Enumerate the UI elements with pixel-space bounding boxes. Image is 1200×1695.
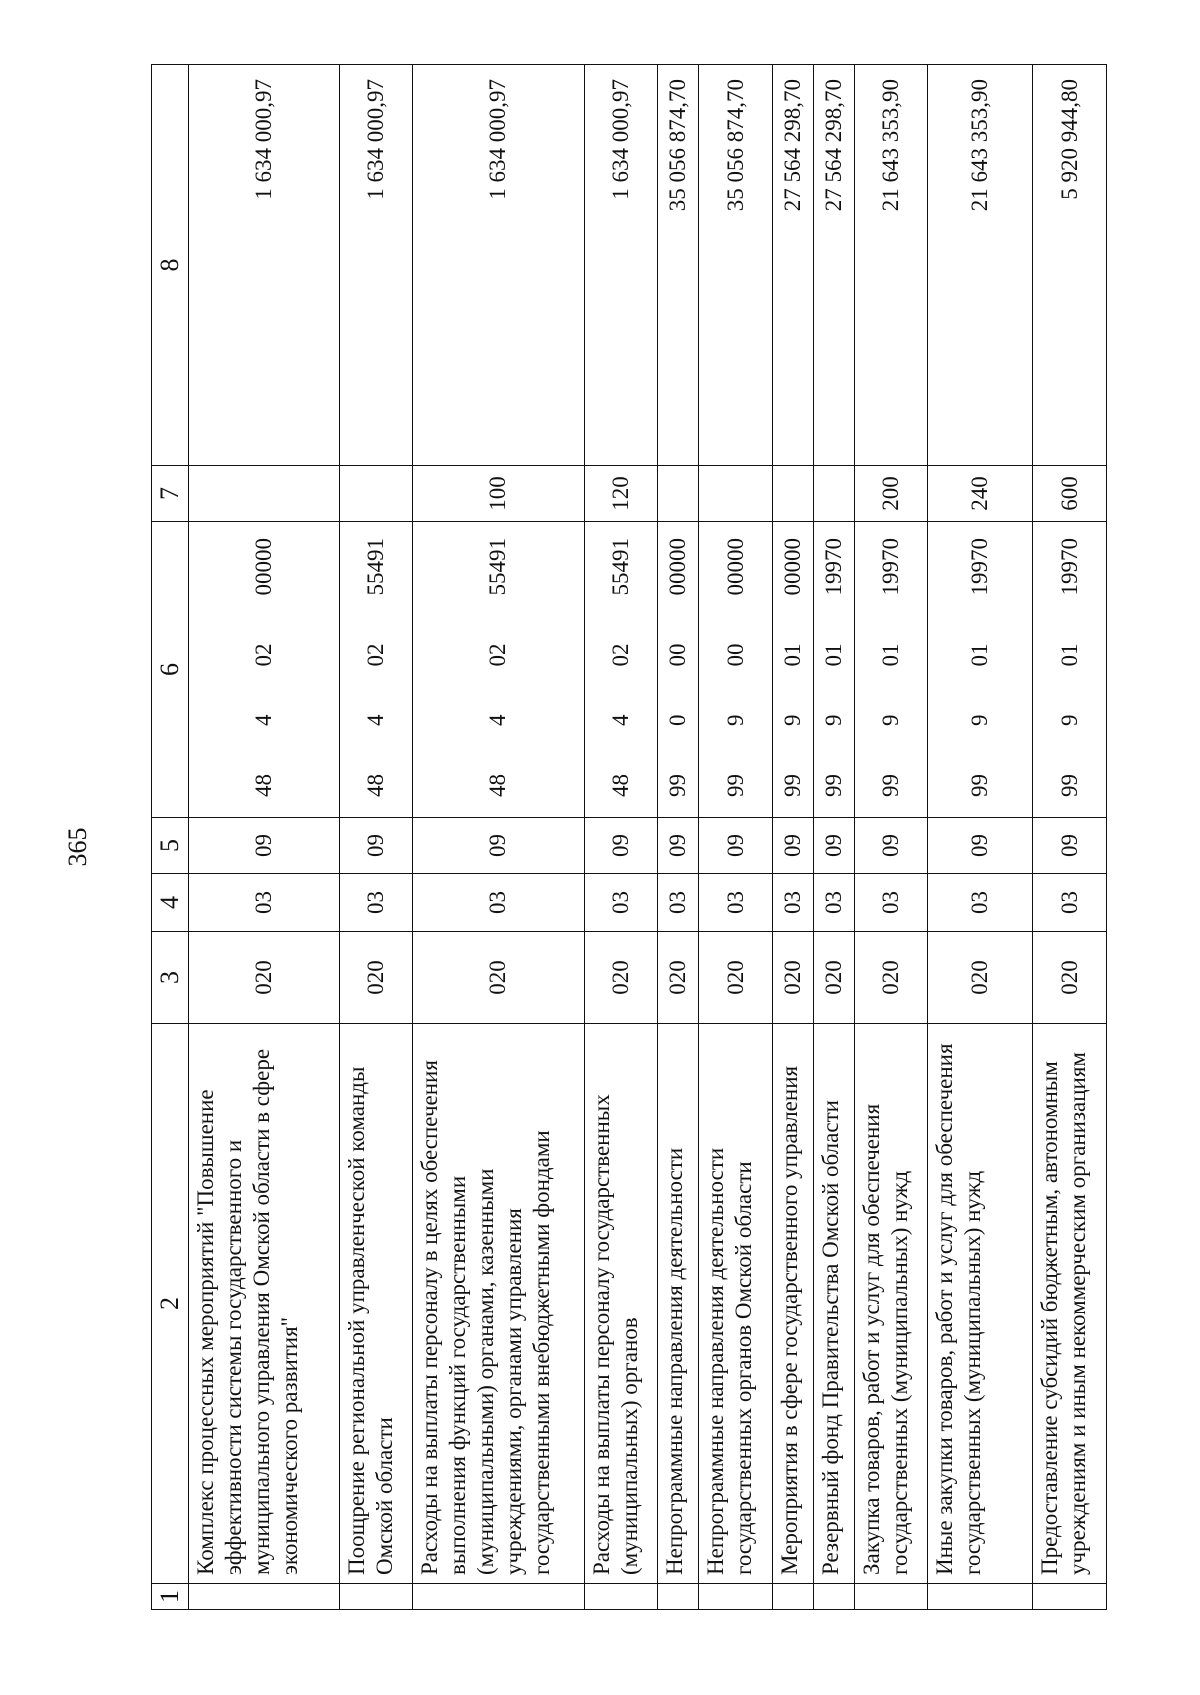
- section-code: 03: [699, 874, 773, 932]
- budget-table: [151, 64, 1107, 1610]
- section-code: 03: [658, 874, 699, 932]
- section-code: 03: [854, 874, 928, 932]
- target-article-segments: [664, 528, 692, 811]
- target-article-code: [854, 522, 928, 818]
- target-article-event: 01: [967, 643, 993, 667]
- target-article-segments: [362, 528, 390, 811]
- target-article-segments: [820, 528, 848, 811]
- amount: 35 056 874,70: [699, 65, 773, 466]
- target-article-direction: 55491: [362, 538, 388, 596]
- target-article-direction: 19970: [878, 538, 903, 596]
- row-num-cell: [699, 1584, 773, 1610]
- amount: 27 564 298,70: [813, 65, 854, 466]
- target-article-subprogram: 9: [1056, 714, 1082, 726]
- expense-type-code: [189, 466, 340, 522]
- target-article-subprogram: 4: [250, 714, 276, 726]
- target-article-event: 01: [820, 643, 846, 667]
- ministry-code: 020: [658, 932, 699, 1024]
- target-article-event: 01: [1056, 643, 1082, 667]
- subsection-code: 09: [339, 818, 413, 874]
- expense-type-code: [813, 466, 854, 522]
- target-article-event: 02: [608, 643, 634, 667]
- ministry-code: 020: [339, 932, 413, 1024]
- target-article-direction: 00000: [722, 538, 748, 596]
- amount: 21 643 353,90: [928, 65, 1033, 466]
- target-article-subprogram: 9: [779, 714, 805, 726]
- table-row: [772, 65, 813, 1610]
- row-description: Иные закупки товаров, работ и услуг для обеспечения государственных (муниципальных) нужд: [928, 1024, 1033, 1584]
- expense-type-code: [699, 466, 773, 522]
- section-code: 03: [928, 874, 1033, 932]
- target-article-event: 00: [722, 643, 748, 667]
- target-article-program: 48: [362, 774, 388, 797]
- col-header-4: 4: [152, 874, 189, 932]
- subsection-code: 09: [813, 818, 854, 874]
- rotated-table-container: [151, 65, 1107, 1610]
- amount: 35 056 874,70: [658, 65, 699, 466]
- amount: 21 643 353,90: [854, 65, 928, 466]
- row-num-cell: [189, 1584, 340, 1610]
- subsection-code: 09: [658, 818, 699, 874]
- target-article-event: 02: [362, 643, 388, 667]
- ministry-code: 020: [854, 932, 928, 1024]
- target-article-direction: 19970: [820, 538, 846, 596]
- target-article-code: [772, 522, 813, 818]
- section-code: 03: [1033, 874, 1107, 932]
- col-header-1: 1: [152, 1584, 189, 1610]
- target-article-program: 99: [779, 774, 805, 797]
- expense-type-code: 240: [928, 466, 1033, 522]
- table-row: [928, 65, 1033, 1610]
- expense-type-code: [339, 466, 413, 522]
- row-num-cell: [854, 1584, 928, 1610]
- table-row: [658, 65, 699, 1610]
- row-description: Поощрение региональной управленческой команды Омской области: [339, 1024, 413, 1584]
- row-description: Резервный фонд Правительства Омской области: [813, 1024, 854, 1584]
- ministry-code: 020: [1033, 932, 1107, 1024]
- row-description: Комплекс процессных мероприятий "Повышение эффективности системы государственного и муниципального управления Омской области в сфере экономического развития": [189, 1024, 340, 1584]
- amount: 27 564 298,70: [772, 65, 813, 466]
- ministry-code: 020: [772, 932, 813, 1024]
- target-article-subprogram: 9: [878, 714, 903, 726]
- row-num-cell: [813, 1584, 854, 1610]
- target-article-code: [189, 522, 340, 818]
- section-code: 03: [413, 874, 585, 932]
- target-article-program: 48: [250, 774, 276, 797]
- amount: 1 634 000,97: [339, 65, 413, 466]
- target-article-program: 48: [608, 774, 634, 797]
- target-article-segments: [722, 528, 750, 811]
- target-article-program: 99: [722, 774, 748, 797]
- target-article-program: 99: [820, 774, 846, 797]
- target-article-segments: [250, 528, 278, 811]
- subsection-code: 09: [854, 818, 928, 874]
- amount: 1 634 000,97: [413, 65, 585, 466]
- row-num-cell: [658, 1584, 699, 1610]
- row-num-cell: [339, 1584, 413, 1610]
- section-code: 03: [584, 874, 658, 932]
- target-article-program: 99: [878, 774, 903, 797]
- target-article-program: 99: [1056, 774, 1082, 797]
- subsection-code: 09: [1033, 818, 1107, 874]
- target-article-direction: 55491: [608, 538, 634, 596]
- row-num-cell: [772, 1584, 813, 1610]
- target-article-code: [413, 522, 585, 818]
- row-num-cell: [1033, 1584, 1107, 1610]
- col-header-5: 5: [152, 818, 189, 874]
- target-article-program: 48: [485, 774, 511, 797]
- col-header-2: 2: [152, 1024, 189, 1584]
- target-article-subprogram: 4: [608, 714, 634, 726]
- target-article-subprogram: 9: [967, 714, 993, 726]
- target-article-direction: 00000: [250, 538, 276, 596]
- target-article-direction: 55491: [485, 538, 511, 596]
- subsection-code: 09: [413, 818, 585, 874]
- target-article-program: 99: [665, 774, 691, 797]
- target-article-event: 02: [250, 643, 276, 667]
- target-article-code: [1033, 522, 1107, 818]
- subsection-code: 09: [189, 818, 340, 874]
- ministry-code: 020: [699, 932, 773, 1024]
- ministry-code: 020: [813, 932, 854, 1024]
- row-description: Мероприятия в сфере государственного управления: [772, 1024, 813, 1584]
- expense-type-code: 200: [854, 466, 928, 522]
- row-description: Расходы на выплаты персоналу государственных (муниципальных) органов: [584, 1024, 658, 1584]
- table-row: [1033, 65, 1107, 1610]
- header-row: [152, 65, 189, 1610]
- page-number: 365: [63, 827, 92, 867]
- target-article-event: 01: [779, 643, 805, 667]
- col-header-7: 7: [152, 466, 189, 522]
- target-article-code: [928, 522, 1033, 818]
- expense-type-code: 100: [413, 466, 585, 522]
- row-description: Предоставление субсидий бюджетным, автономным учреждениям и иным некоммерческим организациям: [1033, 1024, 1107, 1584]
- target-article-segments: [966, 528, 994, 811]
- row-num-cell: [413, 1584, 585, 1610]
- target-article-subprogram: 4: [485, 714, 511, 726]
- target-article-segments: [1056, 528, 1084, 811]
- row-num-cell: [584, 1584, 658, 1610]
- expense-type-code: 600: [1033, 466, 1107, 522]
- subsection-code: 09: [584, 818, 658, 874]
- target-article-direction: 19970: [967, 538, 993, 596]
- amount: 1 634 000,97: [189, 65, 340, 466]
- target-article-subprogram: 9: [820, 714, 846, 726]
- target-article-code: [584, 522, 658, 818]
- section-code: 03: [339, 874, 413, 932]
- row-description: Расходы на выплаты персоналу в целях обеспечения выполнения функций государственными (муниципальными) органами, казенными учреждениями, органами управления государственными внебюджетными фондами: [413, 1024, 585, 1584]
- target-article-direction: 00000: [779, 538, 805, 596]
- subsection-code: 09: [772, 818, 813, 874]
- target-article-direction: 19970: [1056, 538, 1082, 596]
- col-header-3: 3: [152, 932, 189, 1024]
- target-article-subprogram: 4: [362, 714, 388, 726]
- ministry-code: 020: [413, 932, 585, 1024]
- expense-type-code: [658, 466, 699, 522]
- target-article-subprogram: 0: [665, 714, 691, 726]
- amount: 5 920 944,80: [1033, 65, 1107, 466]
- row-description: Непрограммные направления деятельности государственных органов Омской области: [699, 1024, 773, 1584]
- col-header-8: 8: [152, 65, 189, 466]
- table-row: [699, 65, 773, 1610]
- row-description: Непрограммные направления деятельности: [658, 1024, 699, 1584]
- target-article-segments: [484, 528, 512, 811]
- subsection-code: 09: [699, 818, 773, 874]
- col-header-6: 6: [152, 522, 189, 818]
- table-row: [339, 65, 413, 1610]
- section-code: 03: [813, 874, 854, 932]
- table-row: [189, 65, 340, 1610]
- target-article-code: [658, 522, 699, 818]
- target-article-program: 99: [967, 774, 993, 797]
- ministry-code: 020: [584, 932, 658, 1024]
- subsection-code: 09: [928, 818, 1033, 874]
- target-article-segments: [779, 528, 807, 811]
- section-code: 03: [189, 874, 340, 932]
- section-code: 03: [772, 874, 813, 932]
- expense-type-code: [772, 466, 813, 522]
- table-row: [584, 65, 658, 1610]
- target-article-subprogram: 9: [722, 714, 748, 726]
- table-row: [813, 65, 854, 1610]
- target-article-segments: [877, 528, 905, 811]
- target-article-event: 00: [665, 643, 691, 667]
- row-num-cell: [928, 1584, 1033, 1610]
- row-description: Закупка товаров, работ и услуг для обеспечения государственных (муниципальных) нужд: [854, 1024, 928, 1584]
- expense-type-code: 120: [584, 466, 658, 522]
- target-article-event: 01: [878, 643, 903, 667]
- amount: 1 634 000,97: [584, 65, 658, 466]
- target-article-direction: 00000: [665, 538, 691, 596]
- target-article-code: [699, 522, 773, 818]
- target-article-segments: [607, 528, 635, 811]
- ministry-code: 020: [189, 932, 340, 1024]
- table-row: [854, 65, 928, 1610]
- target-article-code: [339, 522, 413, 818]
- target-article-code: [813, 522, 854, 818]
- table-row: [413, 65, 585, 1610]
- target-article-event: 02: [485, 643, 511, 667]
- ministry-code: 020: [928, 932, 1033, 1024]
